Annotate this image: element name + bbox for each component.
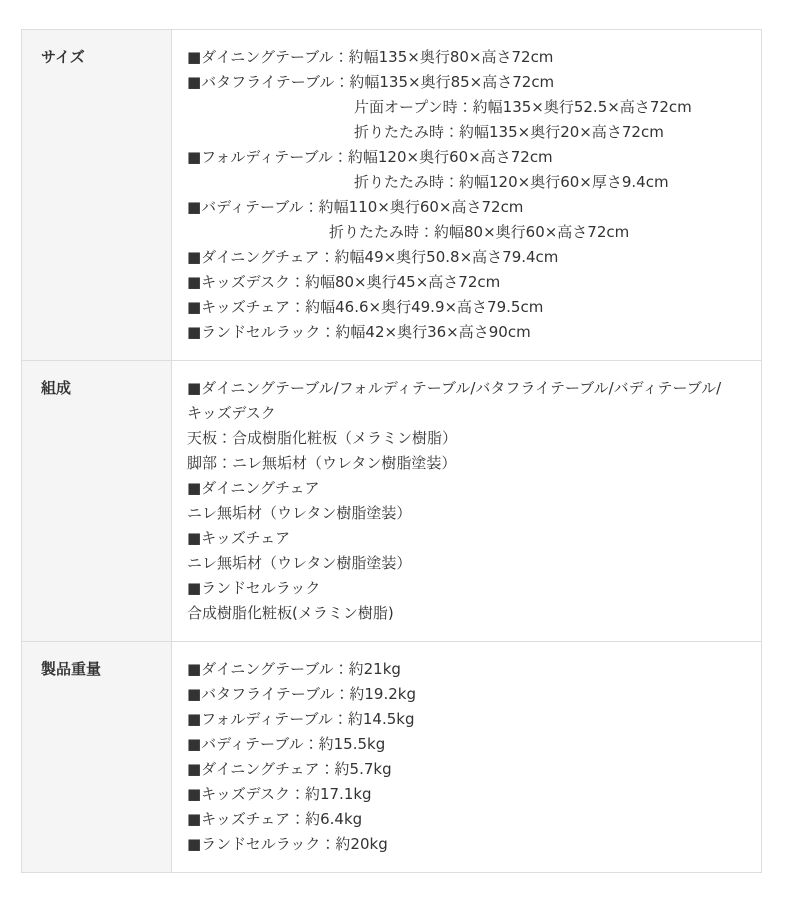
spec-line: ■キッズデスク：約幅80×奥行45×高さ72cm [187,273,501,291]
spec-line: 折りたたみ時：約幅120×奥行60×厚さ9.4cm [354,173,669,191]
spec-line: ■ダイニングチェア [187,479,320,497]
spec-line: ■ランドセルラック [187,579,321,597]
spec-line: ■バタフライテーブル：約幅135×奥行85×高さ72cm [187,73,555,91]
spec-line: 片面オープン時：約幅135×奥行52.5×高さ72cm [354,98,692,116]
spec-line: ■ダイニングテーブル：約幅135×奥行80×高さ72cm [187,48,554,66]
spec-line: ■キッズチェア [187,529,291,547]
spec-line: ■キッズチェア：約幅46.6×奥行49.9×高さ79.5cm [187,298,544,316]
spec-line: ニレ無垢材（ウレタン樹脂塗装） [187,504,412,522]
spec-line: ■ランドセルラック：約幅42×奥行36×高さ90cm [187,323,531,341]
spec-row-label: 製品重量 [22,642,172,872]
spec-line: ■バディテーブル：約15.5kg [187,735,386,753]
spec-line: ■ダイニングチェア：約5.7kg [187,760,392,778]
spec-line: 合成樹脂化粧板(メラミン樹脂) [187,604,394,622]
spec-line: ■フォルディテーブル：約14.5kg [187,710,415,728]
spec-line: ■バディテーブル：約幅110×奥行60×高さ72cm [187,198,524,216]
spec-line: ■ランドセルラック：約20kg [187,835,388,853]
product-spec-table [21,29,762,873]
spec-line: ■キッズデスク：約17.1kg [187,785,372,803]
spec-row-label: サイズ [22,30,172,360]
spec-line: 天板：合成樹脂化粧板（メラミン樹脂） [187,429,458,447]
spec-line: 折りたたみ時：約幅80×奥行60×高さ72cm [329,223,630,241]
spec-row [22,361,761,642]
spec-line: 脚部：ニレ無垢材（ウレタン樹脂塗装） [187,454,457,472]
spec-line: ■バタフライテーブル：約19.2kg [187,685,416,703]
spec-row-content [172,642,761,872]
spec-line: ■キッズチェア：約6.4kg [187,810,363,828]
spec-line: ■フォルディテーブル：約幅120×奥行60×高さ72cm [187,148,553,166]
spec-row-content [172,30,761,360]
spec-line: ■ダイニングテーブル/フォルディテーブル/バタフライテーブル/バディテーブル/キッズデスク [187,379,722,422]
spec-line: ニレ無垢材（ウレタン樹脂塗装） [187,554,412,572]
spec-row-content [172,361,761,641]
spec-line: ■ダイニングテーブル：約21kg [187,660,401,678]
spec-row-label: 組成 [22,361,172,641]
spec-row [22,642,761,873]
spec-line: ■ダイニングチェア：約幅49×奥行50.8×高さ79.4cm [187,248,559,266]
spec-line: 折りたたみ時：約幅135×奥行20×高さ72cm [354,123,664,141]
spec-row [22,30,761,361]
